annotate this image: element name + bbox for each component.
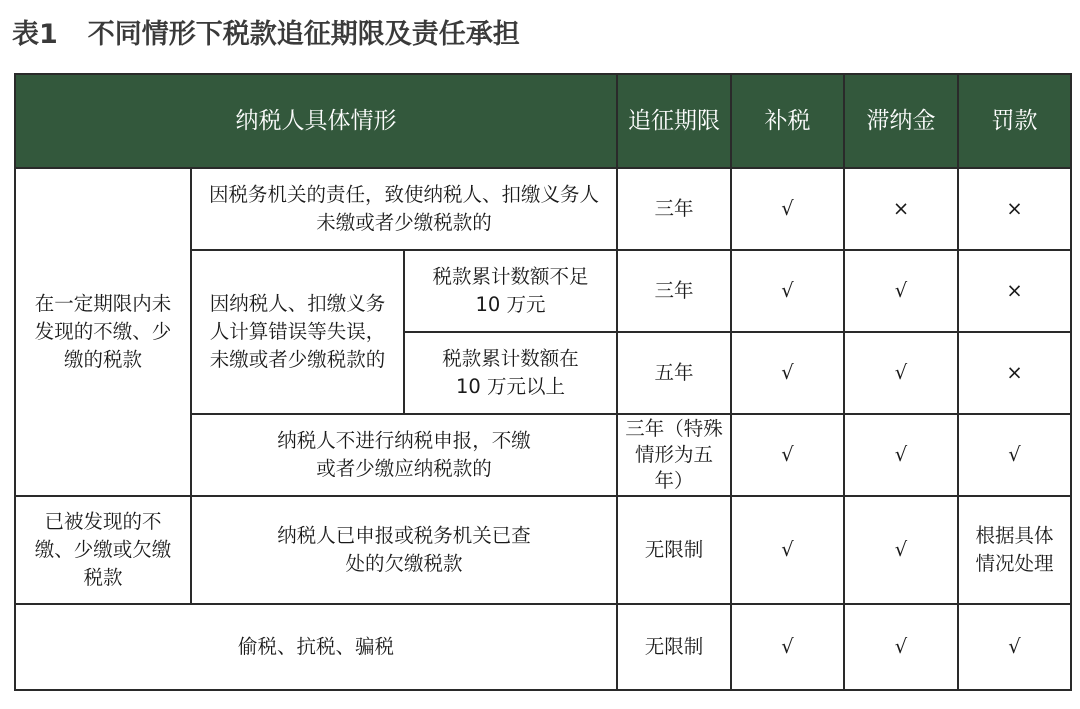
table-header-row — [15, 74, 1071, 168]
row-desc: 纳税人已申报或税务机关已查处的欠缴税款 — [191, 496, 617, 604]
group-discovered: 已被发现的不缴、少缴或欠缴税款 — [15, 496, 191, 604]
tax-collection-table — [14, 73, 1072, 691]
row-penalty: √ — [958, 604, 1071, 690]
row-late-fee: √ — [844, 496, 958, 604]
row-tax: √ — [731, 250, 844, 332]
row-sub-desc: 税款累计数额在10 万元以上 — [404, 332, 617, 414]
table-row — [15, 496, 1071, 604]
row-sub-desc: 税款累计数额不足10 万元 — [404, 250, 617, 332]
row-late-fee: √ — [844, 414, 958, 496]
header-period: 追征期限 — [617, 74, 731, 168]
row-late-fee: × — [844, 168, 958, 250]
header-tax: 补税 — [731, 74, 844, 168]
header-late-fee: 滞纳金 — [844, 74, 958, 168]
table-number: 表1 — [12, 19, 58, 50]
row-late-fee: √ — [844, 604, 958, 690]
header-penalty: 罚款 — [958, 74, 1071, 168]
row-tax: √ — [731, 414, 844, 496]
row-late-fee: √ — [844, 332, 958, 414]
row-tax: √ — [731, 604, 844, 690]
row-tax: √ — [731, 332, 844, 414]
table-row — [15, 604, 1071, 690]
table-row — [15, 168, 1071, 250]
row-period: 三年 — [617, 168, 731, 250]
row-penalty: 根据具体情况处理 — [958, 496, 1071, 604]
row-period: 五年 — [617, 332, 731, 414]
row-penalty: × — [958, 168, 1071, 250]
row-desc: 因税务机关的责任，致使纳税人、扣缴义务人未缴或者少缴税款的 — [191, 168, 617, 250]
page-title — [12, 12, 520, 51]
row-penalty: × — [958, 250, 1071, 332]
row-late-fee: √ — [844, 250, 958, 332]
row-penalty: × — [958, 332, 1071, 414]
row-period: 三年（特殊情形为五年） — [617, 414, 731, 496]
row-period: 三年 — [617, 250, 731, 332]
row-desc: 偷税、抗税、骗税 — [15, 604, 617, 690]
row-period: 无限制 — [617, 496, 731, 604]
table-title: 不同情形下税款追征期限及责任承担 — [87, 19, 520, 50]
row-tax: √ — [731, 168, 844, 250]
row-desc: 因纳税人、扣缴义务人计算错误等失误，未缴或者少缴税款的 — [191, 250, 404, 414]
row-period: 无限制 — [617, 604, 731, 690]
group-undiscovered: 在一定期限内未发现的不缴、少缴的税款 — [15, 168, 191, 496]
row-tax: √ — [731, 496, 844, 604]
header-situation: 纳税人具体情形 — [15, 74, 617, 168]
row-penalty: √ — [958, 414, 1071, 496]
row-desc: 纳税人不进行纳税申报，不缴或者少缴应纳税款的 — [191, 414, 617, 496]
